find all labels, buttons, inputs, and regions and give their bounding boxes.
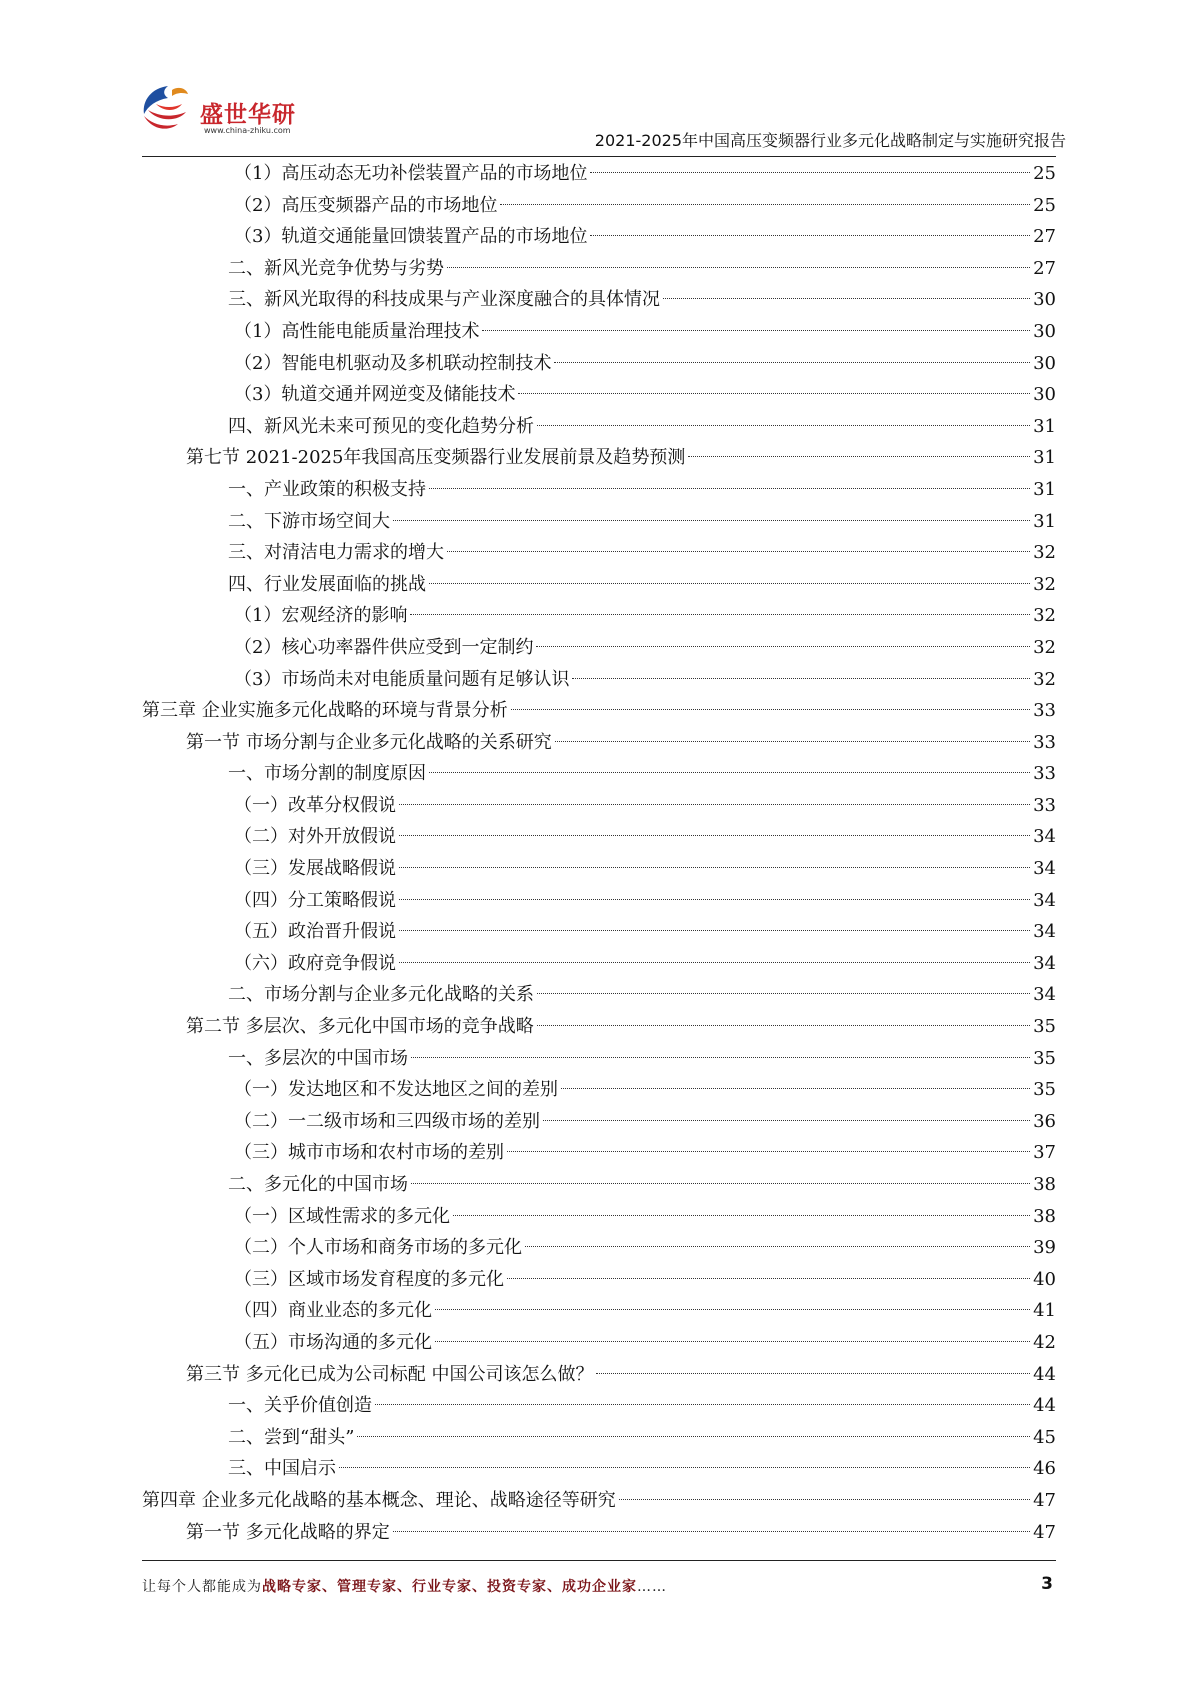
toc-leader-dots bbox=[518, 393, 1030, 394]
toc-leader-dots bbox=[537, 993, 1030, 994]
toc-entry[interactable] bbox=[142, 348, 1056, 380]
toc-leader-dots bbox=[511, 709, 1030, 710]
toc-leader-dots bbox=[555, 741, 1030, 742]
toc-entry-title: （一）改革分权假说 bbox=[234, 794, 396, 816]
toc-leader-dots bbox=[393, 520, 1030, 521]
toc-entry[interactable] bbox=[142, 379, 1056, 411]
toc-entry-page: 39 bbox=[1033, 1237, 1056, 1259]
toc-entry[interactable] bbox=[142, 1327, 1056, 1359]
toc-leader-dots bbox=[482, 330, 1030, 331]
table-of-contents bbox=[142, 158, 1056, 1548]
toc-entry-page: 31 bbox=[1033, 510, 1056, 532]
toc-entry-page: 35 bbox=[1033, 1016, 1056, 1038]
toc-entry-page: 27 bbox=[1033, 226, 1056, 248]
toc-entry-title: （六）政府竞争假说 bbox=[234, 952, 396, 974]
toc-leader-dots bbox=[536, 646, 1030, 647]
toc-entry[interactable] bbox=[142, 474, 1056, 506]
toc-entry[interactable] bbox=[142, 569, 1056, 601]
toc-entry[interactable] bbox=[142, 1422, 1056, 1454]
toc-entry-title: 一、市场分割的制度原因 bbox=[228, 763, 426, 785]
toc-entry-page: 40 bbox=[1033, 1268, 1056, 1290]
toc-entry[interactable] bbox=[142, 442, 1056, 474]
footer-divider bbox=[142, 1560, 1056, 1561]
toc-entry-title: （一）发达地区和不发达地区之间的差别 bbox=[234, 1079, 558, 1101]
toc-leader-dots bbox=[572, 678, 1030, 679]
toc-entry-page: 30 bbox=[1033, 289, 1056, 311]
toc-entry-title: （四）商业业态的多元化 bbox=[234, 1300, 432, 1322]
toc-entry-title: （五）市场沟通的多元化 bbox=[234, 1331, 432, 1353]
toc-entry[interactable] bbox=[142, 284, 1056, 316]
toc-leader-dots bbox=[590, 172, 1030, 173]
company-logo bbox=[138, 80, 308, 140]
toc-entry[interactable] bbox=[142, 253, 1056, 285]
toc-entry[interactable] bbox=[142, 158, 1056, 190]
toc-entry-page: 32 bbox=[1033, 668, 1056, 690]
toc-leader-dots bbox=[399, 930, 1030, 931]
toc-leader-dots bbox=[525, 1246, 1030, 1247]
toc-leader-dots bbox=[435, 1341, 1030, 1342]
toc-entry[interactable] bbox=[142, 948, 1056, 980]
toc-entry-page: 34 bbox=[1033, 921, 1056, 943]
toc-entry-title: （四）分工策略假说 bbox=[234, 889, 396, 911]
toc-entry-title: （五）政治晋升假说 bbox=[234, 921, 396, 943]
toc-entry-page: 34 bbox=[1033, 952, 1056, 974]
toc-entry-page: 32 bbox=[1033, 542, 1056, 564]
toc-entry-title: 四、新风光未来可预见的变化趋势分析 bbox=[228, 415, 534, 437]
toc-entry[interactable] bbox=[142, 1074, 1056, 1106]
toc-leader-dots bbox=[357, 1436, 1030, 1437]
toc-leader-dots bbox=[688, 456, 1030, 457]
toc-entry[interactable] bbox=[142, 1359, 1056, 1391]
toc-entry-title: （2）高压变频器产品的市场地位 bbox=[234, 194, 498, 216]
toc-entry[interactable] bbox=[142, 1232, 1056, 1264]
toc-entry-page: 32 bbox=[1033, 605, 1056, 627]
toc-leader-dots bbox=[399, 804, 1030, 805]
toc-leader-dots bbox=[410, 614, 1030, 615]
toc-leader-dots bbox=[619, 1499, 1030, 1500]
toc-entry-page: 34 bbox=[1033, 984, 1056, 1006]
toc-entry-page: 42 bbox=[1033, 1331, 1056, 1353]
toc-leader-dots bbox=[596, 1373, 1030, 1374]
toc-entry[interactable] bbox=[142, 600, 1056, 632]
toc-entry-title: 一、多层次的中国市场 bbox=[228, 1047, 408, 1069]
toc-leader-dots bbox=[507, 1278, 1030, 1279]
toc-entry-title: （1）宏观经济的影响 bbox=[234, 605, 408, 627]
toc-entry-page: 35 bbox=[1033, 1047, 1056, 1069]
toc-entry-page: 34 bbox=[1033, 889, 1056, 911]
toc-entry-title: 二、市场分割与企业多元化战略的关系 bbox=[228, 984, 534, 1006]
toc-leader-dots bbox=[507, 1151, 1030, 1152]
toc-leader-dots bbox=[411, 1183, 1030, 1184]
toc-leader-dots bbox=[429, 583, 1030, 584]
toc-entry[interactable] bbox=[142, 1517, 1056, 1549]
toc-entry[interactable] bbox=[142, 632, 1056, 664]
toc-entry-title: （三）城市市场和农村市场的差别 bbox=[234, 1142, 504, 1164]
toc-entry-title: （二）一二级市场和三四级市场的差别 bbox=[234, 1110, 540, 1132]
toc-entry-page: 30 bbox=[1033, 320, 1056, 342]
toc-entry-page: 45 bbox=[1033, 1426, 1056, 1448]
toc-entry-page: 44 bbox=[1033, 1395, 1056, 1417]
footer-slogan-prefix: 让每个人都能成为 bbox=[142, 1579, 262, 1595]
toc-entry-title: 第三节 多元化已成为公司标配 中国公司该怎么做？ bbox=[186, 1363, 594, 1385]
toc-leader-dots bbox=[543, 1120, 1030, 1121]
toc-entry[interactable] bbox=[142, 885, 1056, 917]
toc-entry-title: 第二节 多层次、多元化中国市场的竞争战略 bbox=[186, 1016, 534, 1038]
page-number: 3 bbox=[1041, 1574, 1053, 1594]
toc-entry-title: 二、尝到“甜头” bbox=[228, 1426, 355, 1448]
toc-entry-page: 31 bbox=[1033, 447, 1056, 469]
toc-entry[interactable] bbox=[142, 537, 1056, 569]
toc-entry-title: 第七节 2021-2025年我国高压变频器行业发展前景及趋势预测 bbox=[186, 447, 686, 469]
toc-entry-title: 三、中国启示 bbox=[228, 1458, 336, 1480]
toc-entry[interactable] bbox=[142, 1453, 1056, 1485]
toc-entry[interactable] bbox=[142, 1264, 1056, 1296]
toc-leader-dots bbox=[453, 1215, 1030, 1216]
toc-entry-page: 27 bbox=[1033, 257, 1056, 279]
footer-slogan bbox=[142, 1576, 667, 1596]
toc-entry-page: 32 bbox=[1033, 573, 1056, 595]
toc-entry[interactable] bbox=[142, 1106, 1056, 1138]
toc-entry-page: 33 bbox=[1033, 763, 1056, 785]
toc-entry-title: （3）轨道交通并网逆变及储能技术 bbox=[234, 384, 516, 406]
toc-entry-page: 33 bbox=[1033, 700, 1056, 722]
toc-leader-dots bbox=[447, 267, 1030, 268]
toc-entry[interactable] bbox=[142, 979, 1056, 1011]
toc-entry-title: （二）对外开放假说 bbox=[234, 826, 396, 848]
toc-entry-page: 37 bbox=[1033, 1142, 1056, 1164]
toc-leader-dots bbox=[537, 425, 1030, 426]
toc-leader-dots bbox=[339, 1467, 1030, 1468]
report-title: 2021-2025年中国高压变频器行业多元化战略制定与实施研究报告 bbox=[594, 131, 1066, 150]
toc-entry[interactable] bbox=[142, 695, 1056, 727]
toc-entry[interactable] bbox=[142, 727, 1056, 759]
logo-emblem-icon bbox=[138, 80, 208, 140]
toc-entry[interactable] bbox=[142, 1295, 1056, 1327]
toc-leader-dots bbox=[561, 1088, 1030, 1089]
toc-entry[interactable] bbox=[142, 758, 1056, 790]
toc-entry-page: 30 bbox=[1033, 384, 1056, 406]
toc-leader-dots bbox=[375, 1404, 1030, 1405]
toc-leader-dots bbox=[429, 488, 1030, 489]
toc-entry-page: 38 bbox=[1033, 1205, 1056, 1227]
toc-leader-dots bbox=[590, 235, 1030, 236]
toc-entry-page: 47 bbox=[1033, 1521, 1056, 1543]
toc-entry-title: 四、行业发展面临的挑战 bbox=[228, 573, 426, 595]
toc-entry-page: 34 bbox=[1033, 826, 1056, 848]
toc-entry[interactable] bbox=[142, 221, 1056, 253]
toc-entry-page: 47 bbox=[1033, 1489, 1056, 1511]
toc-leader-dots bbox=[399, 867, 1030, 868]
toc-entry-page: 25 bbox=[1033, 163, 1056, 184]
toc-entry[interactable] bbox=[142, 1485, 1056, 1517]
toc-entry[interactable] bbox=[142, 790, 1056, 822]
toc-leader-dots bbox=[435, 1309, 1030, 1310]
toc-entry-title: 第一节 多元化战略的界定 bbox=[186, 1521, 390, 1543]
toc-entry-title: 一、产业政策的积极支持 bbox=[228, 478, 426, 500]
logo-name: 盛世华研 bbox=[200, 102, 296, 128]
toc-leader-dots bbox=[399, 899, 1030, 900]
toc-entry-page: 31 bbox=[1033, 415, 1056, 437]
toc-leader-dots bbox=[663, 298, 1030, 299]
toc-entry-page: 31 bbox=[1033, 478, 1056, 500]
toc-leader-dots bbox=[554, 362, 1030, 363]
toc-entry[interactable] bbox=[142, 411, 1056, 443]
toc-entry-page: 30 bbox=[1033, 352, 1056, 374]
toc-entry-page: 46 bbox=[1033, 1458, 1056, 1480]
toc-entry-title: （二）个人市场和商务市场的多元化 bbox=[234, 1237, 522, 1259]
toc-entry-title: （2）智能电机驱动及多机联动控制技术 bbox=[234, 352, 552, 374]
toc-entry-title: （一）区域性需求的多元化 bbox=[234, 1205, 450, 1227]
toc-entry-title: 二、下游市场空间大 bbox=[228, 510, 390, 532]
toc-entry-title: （3）轨道交通能量回馈装置产品的市场地位 bbox=[234, 226, 588, 248]
toc-entry-page: 41 bbox=[1033, 1300, 1056, 1322]
toc-entry-page: 38 bbox=[1033, 1174, 1056, 1195]
toc-entry-page: 36 bbox=[1033, 1110, 1056, 1132]
toc-entry[interactable] bbox=[142, 821, 1056, 853]
toc-leader-dots bbox=[537, 1025, 1030, 1026]
toc-entry-title: （1）高性能电能质量治理技术 bbox=[234, 320, 480, 342]
toc-entry-title: 第一节 市场分割与企业多元化战略的关系研究 bbox=[186, 731, 552, 753]
toc-entry-title: 三、新风光取得的科技成果与产业深度融合的具体情况 bbox=[228, 289, 660, 311]
toc-entry-title: （2）核心功率器件供应受到一定制约 bbox=[234, 636, 534, 658]
toc-entry-page: 34 bbox=[1033, 858, 1056, 880]
logo-url: www.china-zhiku.com bbox=[204, 126, 291, 135]
toc-entry[interactable] bbox=[142, 664, 1056, 696]
header-divider bbox=[142, 156, 1056, 157]
toc-entry-title: 二、多元化的中国市场 bbox=[228, 1174, 408, 1195]
toc-entry-title: 一、关乎价值创造 bbox=[228, 1395, 372, 1417]
toc-entry-title: 第四章 企业多元化战略的基本概念、理论、战略途径等研究 bbox=[142, 1489, 616, 1511]
toc-entry[interactable] bbox=[142, 916, 1056, 948]
toc-entry-title: 第三章 企业实施多元化战略的环境与背景分析 bbox=[142, 700, 508, 722]
toc-entry[interactable] bbox=[142, 853, 1056, 885]
toc-entry[interactable] bbox=[142, 506, 1056, 538]
toc-entry[interactable] bbox=[142, 1043, 1056, 1075]
toc-leader-dots bbox=[393, 1531, 1030, 1532]
toc-entry[interactable] bbox=[142, 316, 1056, 348]
toc-leader-dots bbox=[399, 962, 1030, 963]
toc-entry-title: （三）区域市场发育程度的多元化 bbox=[234, 1268, 504, 1290]
toc-entry-title: 二、新风光竞争优势与劣势 bbox=[228, 257, 444, 279]
toc-entry-title: 三、对清洁电力需求的增大 bbox=[228, 542, 444, 564]
toc-entry-title: （3）市场尚未对电能质量问题有足够认识 bbox=[234, 668, 570, 690]
toc-entry[interactable] bbox=[142, 1011, 1056, 1043]
toc-entry[interactable] bbox=[142, 1201, 1056, 1233]
toc-entry-page: 32 bbox=[1033, 636, 1056, 658]
toc-entry[interactable] bbox=[142, 1390, 1056, 1422]
footer-slogan-suffix: …… bbox=[637, 1579, 667, 1595]
toc-leader-dots bbox=[429, 772, 1030, 773]
toc-entry-title: （三）发展战略假说 bbox=[234, 858, 396, 880]
toc-entry[interactable] bbox=[142, 190, 1056, 222]
toc-entry-page: 35 bbox=[1033, 1079, 1056, 1101]
toc-entry[interactable] bbox=[142, 1137, 1056, 1169]
footer-slogan-highlight: 战略专家、管理专家、行业专家、投资专家、成功企业家 bbox=[262, 1579, 637, 1595]
toc-entry[interactable] bbox=[142, 1169, 1056, 1201]
toc-entry-page: 44 bbox=[1033, 1363, 1056, 1385]
toc-entry-page: 33 bbox=[1033, 794, 1056, 816]
toc-leader-dots bbox=[399, 835, 1030, 836]
toc-leader-dots bbox=[500, 204, 1030, 205]
toc-leader-dots bbox=[411, 1057, 1030, 1058]
toc-entry-page: 25 bbox=[1033, 194, 1056, 216]
toc-entry-page: 33 bbox=[1033, 731, 1056, 753]
toc-leader-dots bbox=[447, 551, 1030, 552]
toc-entry-title: （1）高压动态无功补偿装置产品的市场地位 bbox=[234, 163, 588, 184]
